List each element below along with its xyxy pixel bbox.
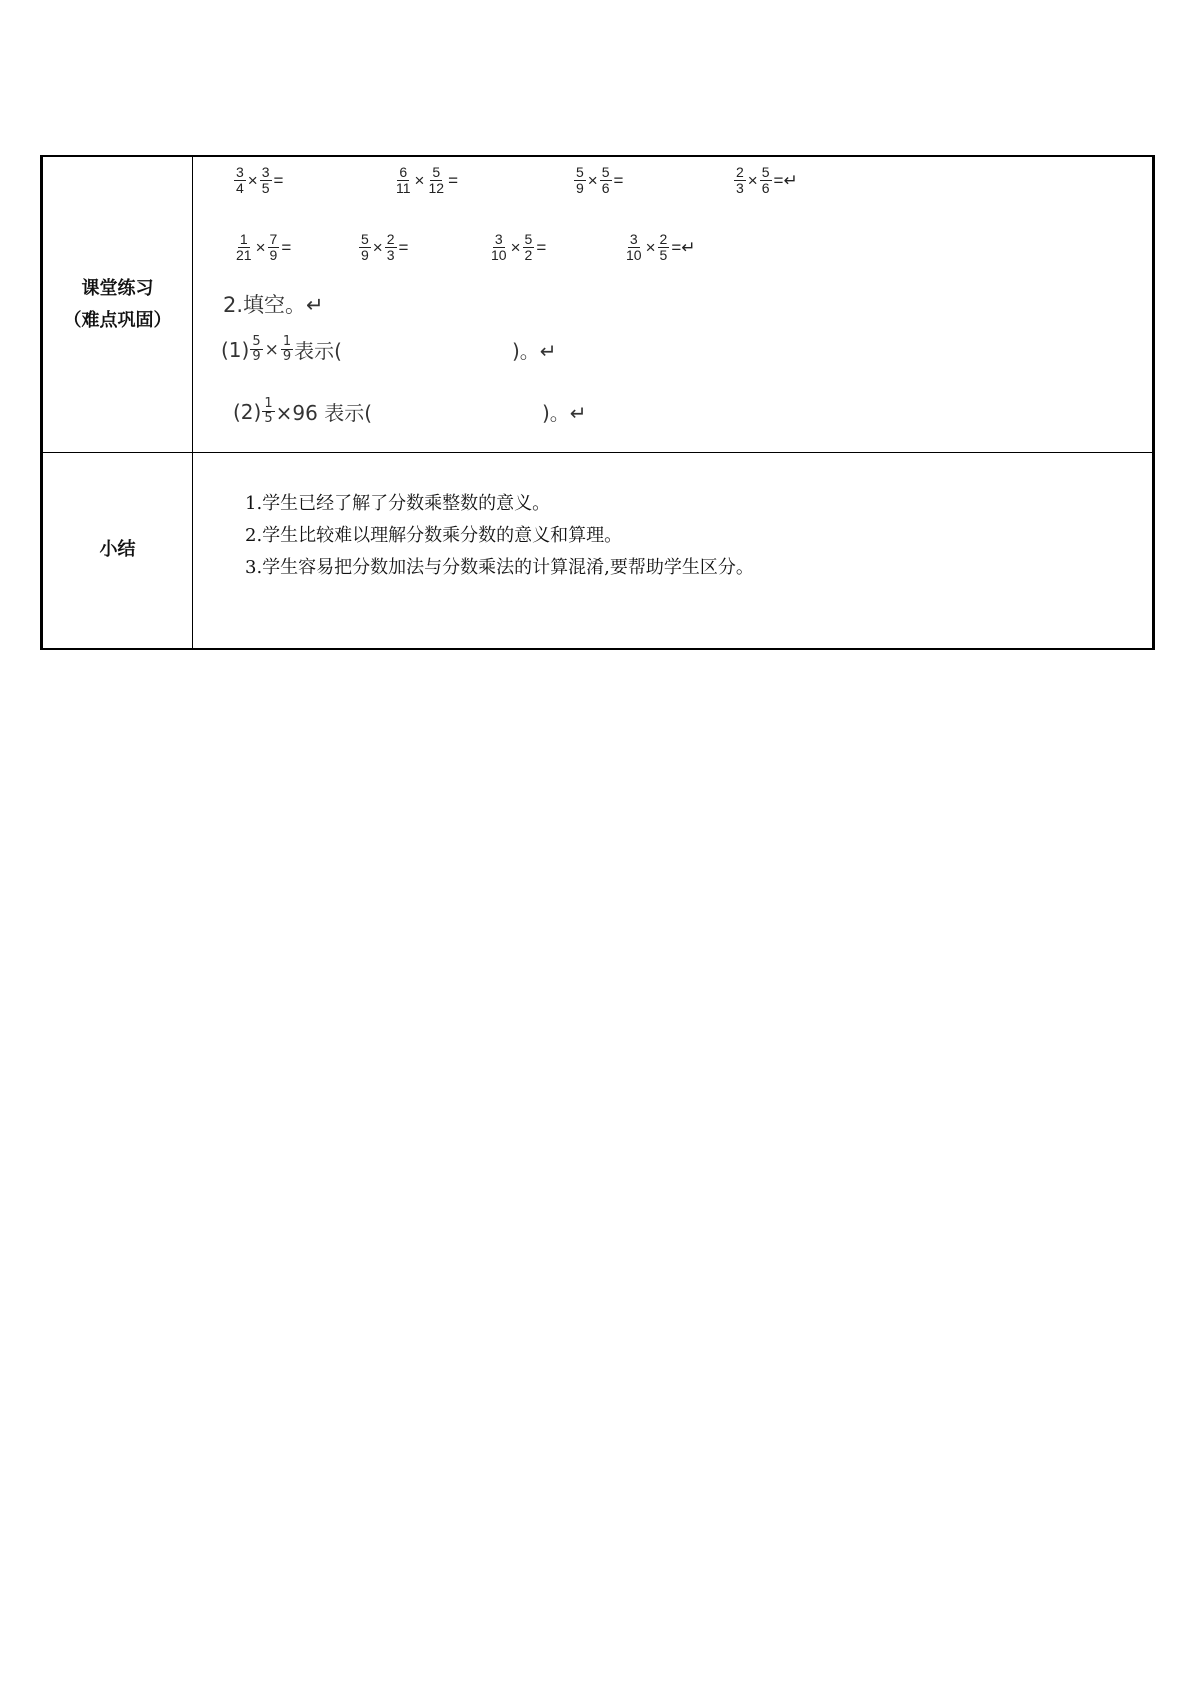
exercise-2-2	[358, 232, 409, 263]
equals-tail: =	[398, 237, 409, 257]
practice-label-line2: （难点巩固）	[63, 309, 172, 331]
equals-tail: =	[448, 170, 458, 190]
fraction: $\frac{5}{2}$	[524, 231, 533, 263]
summary-item: 1.学生已经了解了分数乘整数的意义。	[245, 493, 551, 514]
summary-label: 小结	[99, 539, 136, 561]
fill-question-1	[221, 335, 557, 364]
fraction: $\frac{5}{9}$	[252, 334, 261, 364]
fraction: $\frac{5}{9}$	[361, 231, 369, 263]
times-sign: ×	[587, 170, 598, 190]
exercise-2-3	[488, 232, 547, 263]
fraction: $\frac{2}{3}$	[386, 231, 395, 263]
fraction: $\frac{1}{21}$	[236, 231, 252, 263]
summary-content-cell	[193, 453, 1154, 649]
practice-label-line1: 课堂练习	[81, 277, 154, 299]
equals-tail: =	[613, 170, 624, 190]
summary-body	[193, 453, 1152, 584]
fraction: $\frac{6}{11}$	[396, 164, 411, 196]
times-sign: ×	[247, 170, 258, 190]
times-sign: ×	[264, 339, 279, 360]
exercise-1-1	[233, 165, 284, 196]
fraction: $\frac{3}{10}$	[491, 231, 507, 263]
times-sign: ×	[255, 237, 266, 257]
equals-tail: =	[273, 170, 284, 190]
q2-text: ×96 表示(	[275, 401, 372, 425]
fraction: $\frac{5}{6}$	[761, 164, 770, 196]
exercise-2-4	[623, 232, 696, 263]
q2-prefix: (2)	[233, 399, 262, 424]
practice-label-cell	[42, 156, 193, 453]
summary-row	[42, 453, 1154, 649]
practice-row	[42, 156, 1154, 453]
times-sign: ×	[645, 237, 656, 257]
q1-prefix: (1)	[221, 337, 250, 362]
lesson-table	[40, 155, 1155, 650]
fill-in-title: 2.填空。↵	[223, 293, 324, 317]
fraction: $\frac{3}{5}$	[261, 164, 270, 196]
fraction: $\frac{1}{5}$	[264, 396, 273, 426]
summary-item: 3.学生容易把分数加法与分数乘法的计算混淆,要帮助学生区分。	[245, 557, 754, 578]
exercise-1-3	[573, 165, 624, 196]
exercise-1-4	[733, 165, 799, 196]
fraction: $\frac{5}{9}$	[576, 164, 584, 196]
q2-end: )。↵	[542, 401, 587, 425]
exercise-1-2	[393, 165, 459, 196]
exercise-2-1	[233, 232, 292, 263]
fraction: $\frac{2}{5}$	[659, 231, 668, 263]
times-sign: ×	[414, 170, 425, 190]
equals-tail: =	[536, 237, 547, 257]
equals-tail: =↵	[773, 170, 798, 190]
practice-body	[193, 157, 1152, 452]
times-sign: ×	[510, 237, 521, 257]
times-sign: ×	[747, 170, 758, 190]
summary-label-cell	[42, 453, 193, 649]
fraction: $\frac{3}{4}$	[236, 164, 244, 196]
fraction: $\frac{3}{10}$	[626, 231, 642, 263]
fill-question-2	[233, 397, 587, 426]
q1-end: )。↵	[511, 339, 557, 363]
equals-tail: =	[281, 237, 292, 257]
equals-tail: =↵	[671, 237, 696, 257]
fraction: $\frac{5}{6}$	[601, 164, 610, 196]
summary-item: 2.学生比较难以理解分数乘分数的意义和算理。	[245, 525, 623, 546]
q1-text: 表示(	[294, 339, 342, 363]
fraction: $\frac{2}{3}$	[736, 164, 744, 196]
fraction: $\frac{1}{9}$	[282, 334, 292, 364]
fraction: $\frac{7}{9}$	[269, 231, 278, 263]
practice-content-cell	[193, 156, 1154, 453]
fraction: $\frac{5}{12}$	[428, 164, 445, 196]
times-sign: ×	[372, 237, 383, 257]
